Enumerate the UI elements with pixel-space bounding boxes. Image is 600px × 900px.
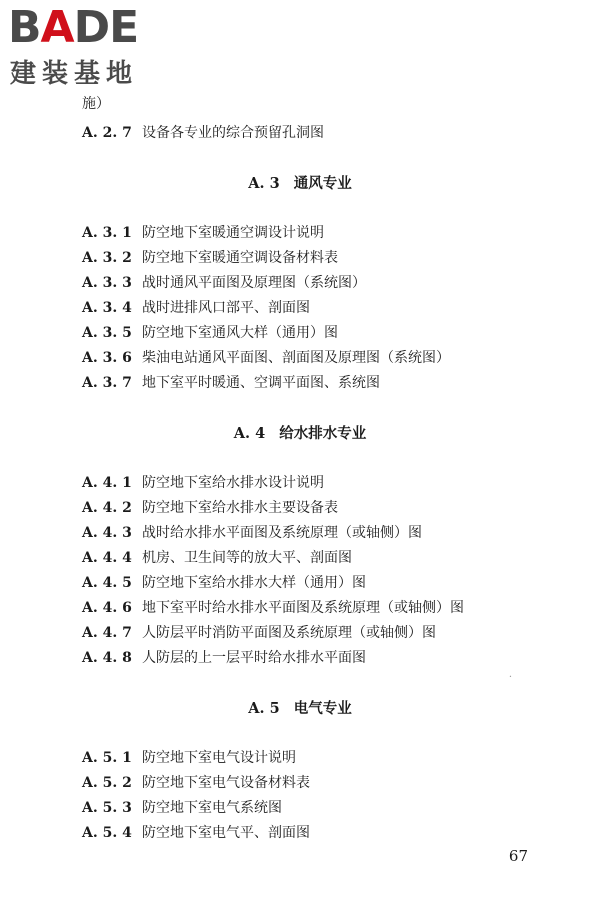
list-item [82,272,366,292]
item-number: A. 4. 1 [82,475,132,491]
item-title: 地下室平时暖通、空调平面图、系统图 [142,375,380,391]
bade-logo [8,4,178,94]
item-title: 地下室平时给水排水平面图及系统原理（或轴侧）图 [142,600,464,616]
item-title: 战时通风平面图及原理图（系统图） [142,275,366,291]
list-item [82,547,352,567]
item-number: A. 2. 7 [82,125,132,141]
item-number: A. 4. 7 [82,625,132,641]
page-number: 67 [508,847,528,865]
continuation-text: 施） [82,96,110,112]
item-title: 防空地下室给水排水设计说明 [142,475,324,491]
item-title: 设备各专业的综合预留孔洞图 [142,125,324,141]
item-title: 防空地下室暖通空调设备材料表 [142,250,338,266]
item-number: A. 4. 5 [82,575,132,591]
item-title: 防空地下室电气设备材料表 [142,775,310,791]
item-number: A. 4. 4 [82,550,132,566]
section-heading [0,422,600,443]
item-title: 防空地下室通风大样（通用）图 [142,325,338,341]
list-item [82,497,338,517]
list-item [82,747,296,767]
list-item [82,122,324,142]
list-item [82,297,310,317]
item-title: 战时进排风口部平、剖面图 [142,300,310,316]
list-item [82,472,324,492]
list-item [82,322,338,342]
item-title: 防空地下室给水排水主要设备表 [142,500,338,516]
section-title: 电气专业 [293,700,352,717]
list-item [82,772,310,792]
item-number: A. 4. 8 [82,650,132,666]
item-title: 防空地下室电气设计说明 [142,750,296,766]
item-title: 机房、卫生间等的放大平、剖面图 [142,550,352,566]
section-title: 通风专业 [293,175,352,192]
logo-subtitle: 建装基地 [10,59,139,89]
item-title: 防空地下室电气系统图 [142,800,282,816]
list-item [82,597,464,617]
item-number: A. 3. 2 [82,250,132,266]
item-title: 柴油电站通风平面图、剖面图及原理图（系统图） [142,350,450,366]
scan-mark: · [508,672,512,683]
item-title: 战时给水排水平面图及系统原理（或轴侧）图 [142,525,422,541]
list-item [82,247,338,267]
list-item [82,622,436,642]
list-item [82,572,366,592]
item-number: A. 5. 3 [82,800,132,816]
list-item [82,222,324,242]
item-number: A. 3. 7 [82,375,132,391]
section-number: A. 4 [233,425,266,442]
item-number: A. 3. 5 [82,325,132,341]
logo-wordmark: BADE [8,2,139,53]
item-title: 防空地下室暖通空调设计说明 [142,225,324,241]
item-number: A. 3. 1 [82,225,132,241]
section-number: A. 3 [248,175,280,192]
item-title: 人防层的上一层平时给水排水平面图 [142,650,366,666]
item-number: A. 3. 6 [82,350,132,366]
item-title: 防空地下室给水排水大样（通用）图 [142,575,366,591]
list-item [82,822,310,842]
item-number: A. 4. 6 [82,600,132,616]
section-title: 给水排水专业 [279,425,367,442]
section-heading [0,172,600,193]
list-item [82,797,282,817]
item-number: A. 3. 3 [82,275,132,291]
item-title: 人防层平时消防平面图及系统原理（或轴侧）图 [142,625,436,641]
list-item [82,372,380,392]
list-item [82,347,450,367]
section-heading [0,697,600,718]
item-title: 防空地下室电气平、剖面图 [142,825,310,841]
item-number: A. 3. 4 [82,300,132,316]
item-number: A. 5. 2 [82,775,132,791]
item-number: A. 4. 3 [82,525,132,541]
list-item [82,647,366,667]
list-item [82,522,422,542]
section-number: A. 5 [248,700,280,717]
item-number: A. 4. 2 [82,500,132,516]
item-number: A. 5. 4 [82,825,132,841]
item-number: A. 5. 1 [82,750,132,766]
